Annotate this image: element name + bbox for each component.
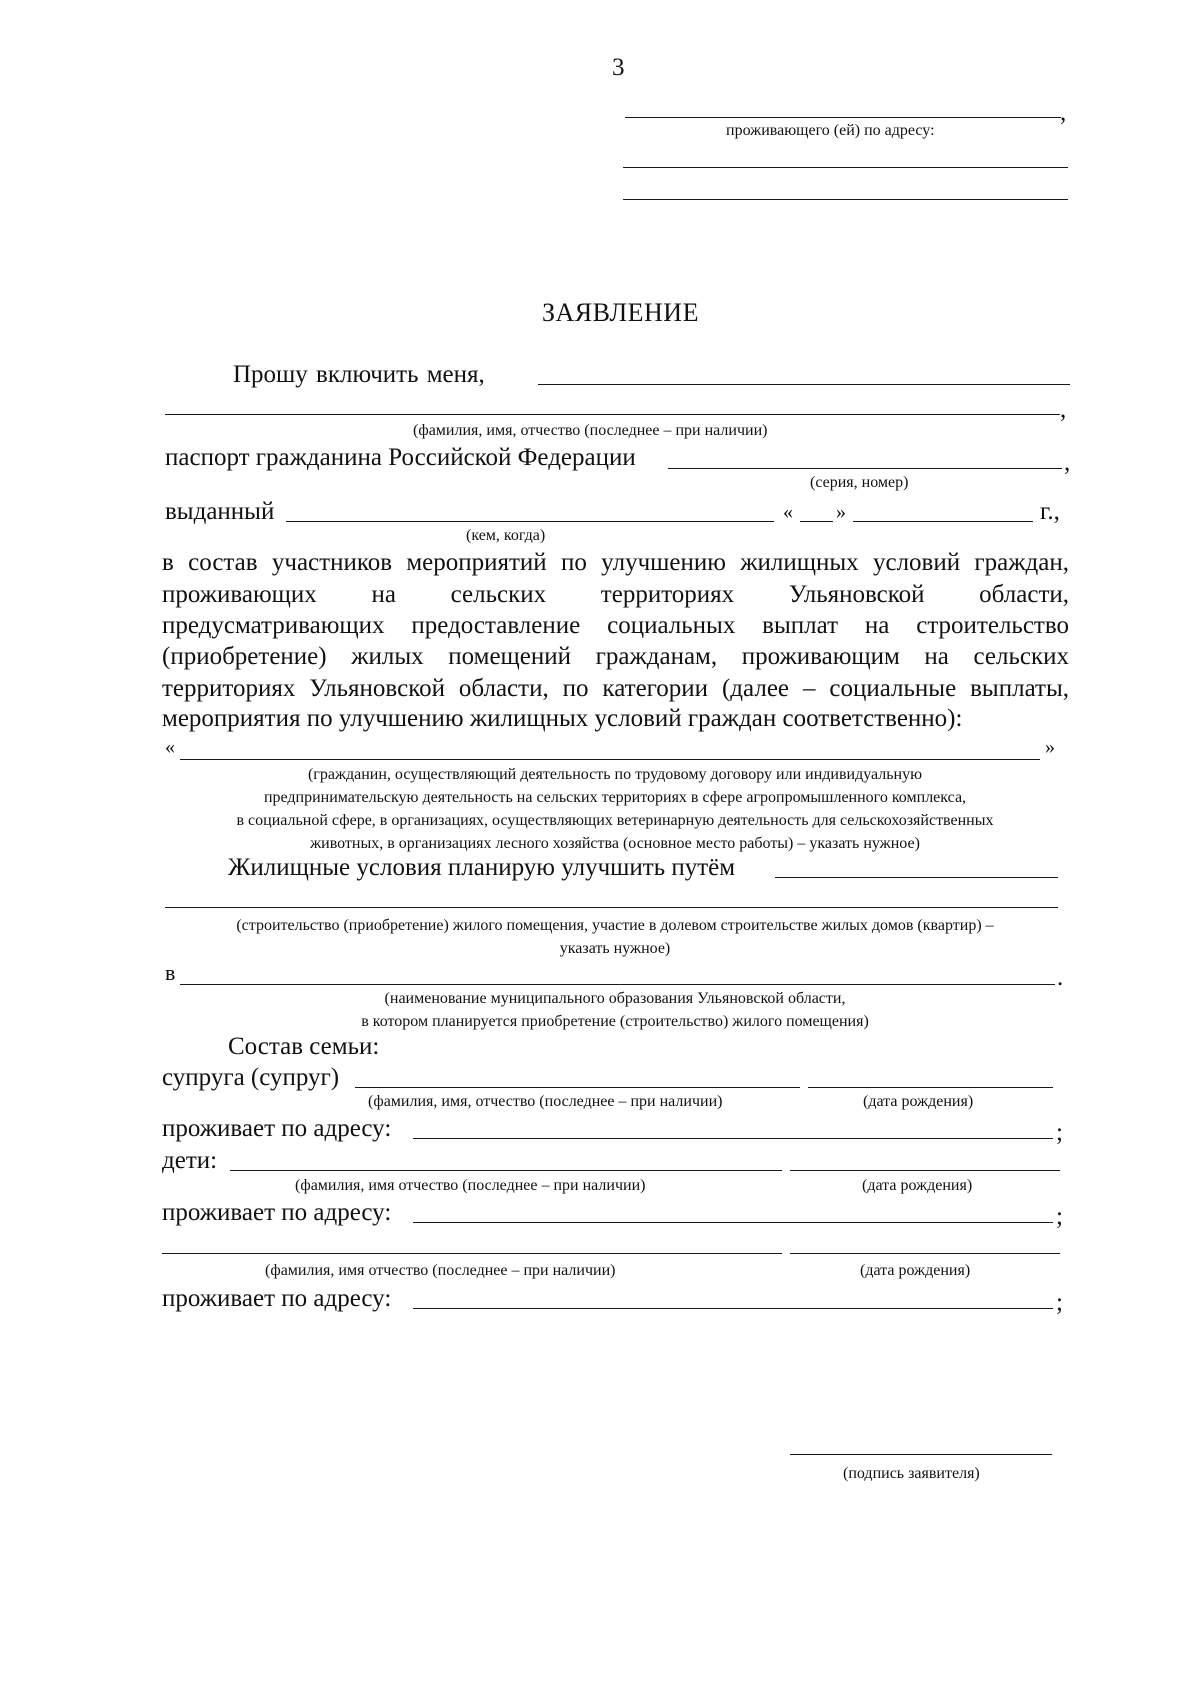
body-line-3: предусматривающих предоставление социальных выплат на строительство	[162, 612, 1069, 639]
children-label: дети:	[162, 1147, 218, 1174]
issued-month-line	[853, 521, 1033, 522]
spouse-label: супруга (супруг)	[162, 1064, 340, 1091]
category-caption-line-1: (гражданин, осуществляющий деятельность по трудовому договору или индивидуальную	[307, 766, 923, 783]
request-intro: Прошу включить меня,	[233, 361, 485, 388]
improve-label: Жилищные условия планирую улучшить путём	[228, 854, 736, 881]
issued-by-line	[286, 521, 774, 522]
child-1-fio-caption: (фамилия, имя отчество (последнее – при наличии)	[295, 1177, 646, 1194]
category-caption-line-4: животных, в организациях лесного хозяйства (основное место работы) – указать нужное)	[310, 835, 920, 852]
municipality-caption	[160, 987, 1070, 1033]
signature-line	[790, 1454, 1052, 1455]
body-line-4: (приобретение) жилых помещений гражданам, проживающим на сельских	[162, 643, 1069, 670]
child-1-birth-caption: (дата рождения)	[862, 1177, 973, 1194]
child-1-birth-line	[790, 1170, 1060, 1171]
category-caption	[140, 763, 1090, 855]
improve-line-2	[165, 907, 1058, 908]
improve-caption-line-1: (строительство (приобретение) жилого помещения, участие в долевом строительстве жилых домов (квартир) –	[236, 917, 994, 934]
request-name-line-2	[165, 414, 1060, 415]
child-2-address-semicolon: ;	[1056, 1289, 1063, 1316]
child-2-fio-line	[162, 1253, 782, 1254]
header-name-line	[625, 117, 1061, 118]
improve-caption-line-2: указать нужное)	[559, 940, 671, 957]
improve-caption	[140, 914, 1090, 960]
spouse-address-line	[413, 1138, 1053, 1139]
body-line-2: проживающих на сельских территориях Ульяновской области,	[162, 581, 1069, 608]
municipality-caption-line-1: (наименование муниципального образования Ульяновской области,	[384, 990, 846, 1007]
issued-quote-close: »	[836, 501, 846, 523]
child-1-address-semicolon: ;	[1056, 1203, 1063, 1230]
spouse-birth-line	[808, 1087, 1053, 1088]
request-fio-caption: (фамилия, имя, отчество (последнее – при наличии)	[413, 422, 768, 439]
issued-day-line	[800, 521, 833, 522]
signature-caption: (подпись заявителя)	[843, 1465, 980, 1482]
child-2-fio-caption: (фамилия, имя отчество (последнее – при наличии)	[265, 1262, 616, 1279]
passport-caption: (серия, номер)	[810, 474, 909, 491]
body-line-1: в состав участников мероприятий по улучшению жилищных условий граждан,	[162, 549, 1069, 576]
issued-label: выданный	[165, 498, 275, 525]
document-title: ЗАЯВЛЕНИЕ	[542, 298, 699, 327]
category-quote-close: »	[1045, 736, 1055, 758]
category-quote-open: «	[165, 736, 175, 758]
family-heading: Состав семьи:	[228, 1033, 380, 1060]
spouse-birth-caption: (дата рождения)	[863, 1093, 974, 1110]
header-comma: ,	[1060, 99, 1067, 126]
page-number: 3	[612, 54, 625, 81]
spouse-fio-line	[355, 1087, 800, 1088]
category-line	[180, 759, 1040, 760]
child-1-address-line	[413, 1222, 1053, 1223]
spouse-fio-caption: (фамилия, имя, отчество (последнее – при наличии)	[368, 1093, 723, 1110]
issued-year-suffix: г.,	[1040, 498, 1060, 525]
header-address-caption: проживающего (ей) по адресу:	[726, 122, 935, 139]
child-2-birth-line	[790, 1253, 1060, 1254]
child-1-address-label: проживает по адресу:	[162, 1199, 392, 1226]
child-2-birth-caption: (дата рождения)	[860, 1262, 971, 1279]
body-last-line: мероприятия по улучшению жилищных условий граждан соответственно):	[162, 705, 963, 732]
category-caption-line-2: предпринимательскую деятельность на сельских территориях в сфере агропромышленного комплекса,	[263, 789, 967, 806]
passport-comma: ,	[1064, 449, 1071, 476]
passport-number-line	[668, 468, 1062, 469]
header-address-line-1	[623, 167, 1068, 168]
child-1-fio-line	[230, 1170, 782, 1171]
header-address-line-2	[623, 199, 1068, 200]
body-line-5: территориях Ульяновской области, по категории (далее – социальные выплаты,	[162, 675, 1069, 702]
spouse-address-semicolon: ;	[1056, 1119, 1063, 1146]
request-name-line-1	[538, 384, 1070, 385]
improve-line-1	[775, 877, 1058, 878]
spouse-address-label: проживает по адресу:	[162, 1115, 392, 1142]
municipality-caption-line-2: в котором планируется приобретение (строительство) жилого помещения)	[361, 1013, 869, 1030]
issued-caption: (кем, когда)	[466, 527, 546, 544]
request-name-comma: ,	[1060, 396, 1067, 423]
municipality-line	[180, 984, 1055, 985]
child-2-address-label: проживает по адресу:	[162, 1285, 392, 1312]
passport-label: паспорт гражданина Российской Федерации	[165, 444, 636, 471]
child-2-address-line	[413, 1308, 1053, 1309]
category-caption-line-3: в социальной сфере, в организациях, осуществляющих ветеринарную деятельность для сельскохозяйственных	[236, 812, 994, 829]
municipality-prefix: в	[165, 960, 176, 985]
issued-quote-open: «	[783, 501, 793, 523]
municipality-period: .	[1057, 964, 1064, 991]
